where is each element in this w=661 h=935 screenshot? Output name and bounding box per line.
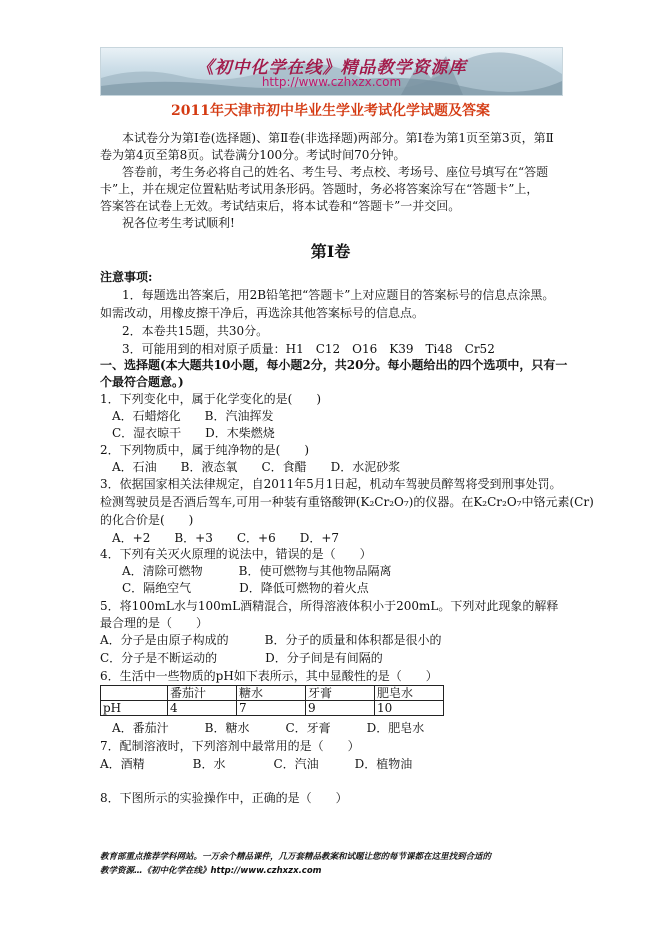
question-options: A．分子是由原子构成的 B．分子的质量和体积都是很小的 <box>100 633 442 647</box>
notes-heading: 注意事项: <box>100 270 153 284</box>
table-row <box>101 701 444 716</box>
question-stem: 4．下列有关灭火原理的说法中，错误的是（ ） <box>100 547 372 561</box>
footer-line: 教学资源…《初中化学在线》http://www.czhxzx.com <box>100 866 322 876</box>
section-heading: 个最符合题意。) <box>100 375 184 389</box>
question-options: C．分子是不断运动的 D．分子间是有间隔的 <box>100 651 383 665</box>
question-options: A．清除可燃物 B．使可燃物与其他物品隔离 <box>122 564 392 578</box>
table-cell: 7 <box>237 701 306 716</box>
banner-title: 《初中化学在线》精品教学资源库 <box>196 58 467 78</box>
table-cell: 番茄汁 <box>168 686 237 701</box>
question-stem: 6．生活中一些物质的pH如下表所示，其中显酸性的是（ ） <box>100 669 438 683</box>
table-cell: 10 <box>375 701 444 716</box>
question-stem: 5．将100mL水与100mL酒精混合，所得溶液体积小于200mL。下列对此现象的解释 <box>100 599 559 613</box>
question-stem: 最合理的是（ ） <box>100 616 209 630</box>
intro-line: 答卷前，考生务必将自己的姓名、考生号、考点校、考场号、座位号填写在“答题 <box>122 165 549 179</box>
table-cell: pH <box>101 701 168 716</box>
banner-url-link[interactable]: http://www.czhxzx.com <box>261 75 402 89</box>
question-stem: 的化合价是( ) <box>100 513 194 527</box>
intro-line: 答案答在试卷上无效。考试结束后，将本试卷和“答题卡”一并交回。 <box>100 199 461 213</box>
intro-line: 卷为第4页至第8页。试卷满分100分。考试时间70分钟。 <box>100 148 406 162</box>
question-options: A．番茄汁 B．糖水 C．牙膏 D．肥皂水 <box>112 721 425 735</box>
question-options: C．隔绝空气 D．降低可燃物的着火点 <box>122 581 369 595</box>
question-stem: 3．依据国家相关法律规定，自2011年5月1日起，机动车驾驶员醉驾将受到刑事处罚。 <box>100 477 562 491</box>
volume-title: 第Ⅰ卷 <box>310 242 351 261</box>
note-line: 2．本卷共15题，共30分。 <box>122 324 269 338</box>
table-cell: 4 <box>168 701 237 716</box>
section-heading: 一、选择题(本大题共10小题，每小题2分，共20分。每小题给出的四个选项中，只有一 <box>100 358 568 372</box>
footer-line: 教育部重点推荐学科网站。一万余个精品课件，几万套精品教案和试题让您的每节课都在这里找到合适的 <box>100 852 492 862</box>
table-cell: 9 <box>306 701 375 716</box>
intro-line: 卡”上，并在规定位置粘贴考试用条形码。答题时，务必将答案涂写在“答题卡”上， <box>100 182 539 196</box>
page-footer <box>100 850 570 878</box>
document-title: 2011年天津市初中毕业生学业考试化学试题及答案 <box>171 103 490 119</box>
intro-line: 祝各位考生考试顺利! <box>122 216 235 230</box>
question-options: A．石油 B．液态氧 C．食醋 D．水泥砂浆 <box>112 460 401 474</box>
question-stem: 8．下图所示的实验操作中，正确的是（ ） <box>100 791 348 805</box>
question-stem: 7．配制溶液时，下列溶剂中最常用的是（ ） <box>100 739 360 753</box>
table-cell: 肥皂水 <box>375 686 444 701</box>
question-stem: 检测驾驶员是否酒后驾车,可用一种装有重铬酸钾(K₂Cr₂O₇)的仪器。在K₂Cr₂O₇中铬元素(Cr) <box>100 495 594 509</box>
table-cell <box>101 686 168 701</box>
table-row <box>101 686 444 701</box>
question-stem: 2．下列物质中，属于纯净物的是( ) <box>100 443 309 457</box>
table-cell: 糖水 <box>237 686 306 701</box>
table-cell: 牙膏 <box>306 686 375 701</box>
note-line: 3．可能用到的相对原子质量：H1 C12 O16 K39 Ti48 Cr52 <box>122 342 495 356</box>
question-options: C．湿衣晾干 D．木柴燃烧 <box>112 426 275 440</box>
ph-table <box>100 685 444 716</box>
question-options: A．酒精 B．水 C．汽油 D．植物油 <box>100 757 413 771</box>
note-line: 1．每题选出答案后，用2B铅笔把“答题卡”上对应题目的答案标号的信息点涂黑。 <box>122 288 555 302</box>
intro-line: 本试卷分为第Ⅰ卷(选择题)、第Ⅱ卷(非选择题)两部分。第Ⅰ卷为第1页至第3页，第Ⅱ <box>122 131 554 145</box>
question-options: A．石蜡熔化 B．汽油挥发 <box>112 409 274 423</box>
question-options: A．+2 B．+3 C．+6 D．+7 <box>112 531 340 545</box>
question-stem: 1．下列变化中，属于化学变化的是( ) <box>100 392 321 406</box>
note-line: 如需改动，用橡皮擦干净后，再选涂其他答案标号的信息点。 <box>100 306 425 320</box>
header-banner <box>100 47 563 96</box>
